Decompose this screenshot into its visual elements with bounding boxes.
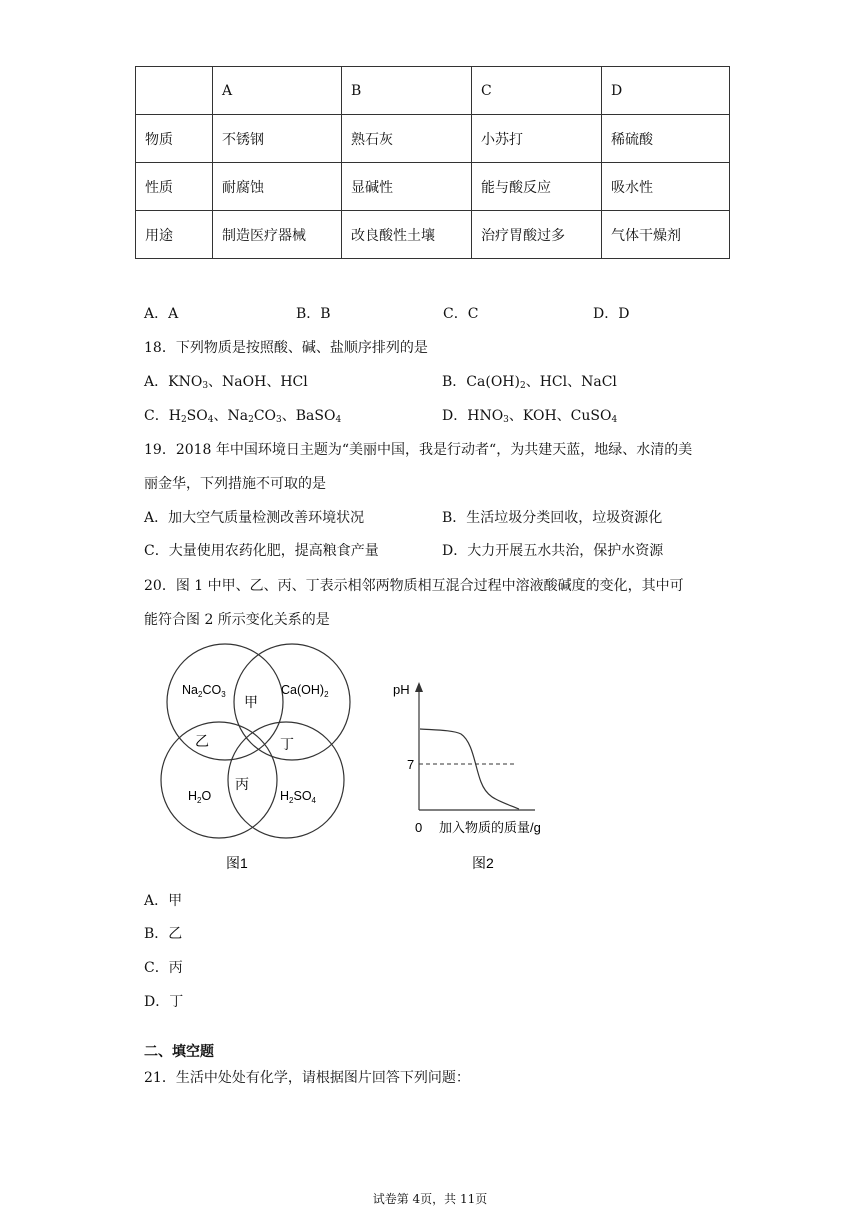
figure1-circles bbox=[140, 640, 360, 880]
table-cell: 显碱性 bbox=[342, 163, 472, 211]
section-heading: 二、填空题 bbox=[144, 1044, 214, 1060]
formula-text: 、NaOH、HCl bbox=[208, 374, 308, 390]
q19-option-b: B．生活垃圾分类回收，垃圾资源化 bbox=[442, 510, 663, 526]
formula-subscript: 2 bbox=[180, 415, 187, 425]
y-axis-arrow-icon bbox=[415, 682, 423, 692]
formula-subscript: 4 bbox=[335, 415, 342, 425]
table-row bbox=[136, 115, 730, 163]
q20-option-c: C．丙 bbox=[144, 960, 183, 976]
table-row bbox=[136, 211, 730, 259]
formula-text: SO bbox=[186, 408, 208, 424]
circle-h2o bbox=[161, 722, 277, 838]
label-h2so4: $H_2SO_4$ bbox=[280, 789, 316, 805]
q19-stem-line2: 丽金华，下列措施不可取的是 bbox=[144, 476, 326, 492]
table-cell: 熟石灰 bbox=[342, 115, 472, 163]
table-cell: 稀硫酸 bbox=[602, 115, 730, 163]
formula-text: H bbox=[168, 408, 181, 424]
region-jia: 甲 bbox=[244, 694, 258, 710]
formula-text: KNO bbox=[168, 374, 203, 390]
q19-option-d: D．大力开展五水共治，保护水资源 bbox=[442, 543, 664, 559]
table-cell: 小苏打 bbox=[472, 115, 602, 163]
option-label: D． bbox=[442, 408, 468, 424]
table-cell: B bbox=[342, 67, 472, 115]
q19-stem-line1: 19．2018 年中国环境日主题为“美丽中国，我是行动者“，为共建天蓝，地绿、水清的美 bbox=[144, 442, 693, 458]
formula-text: CO bbox=[253, 408, 277, 424]
q17-option-c: C．C bbox=[443, 306, 479, 322]
table-cell: 不锈钢 bbox=[213, 115, 342, 163]
formula-text: Ca(OH) bbox=[466, 374, 520, 390]
q18-option-c bbox=[144, 405, 341, 425]
q17-option-b: B．B bbox=[296, 306, 331, 322]
region-yi: 乙 bbox=[195, 733, 209, 749]
table-cell: 物质 bbox=[136, 115, 213, 163]
q20-option-b: B．乙 bbox=[144, 926, 183, 942]
formula-subscript: 3 bbox=[276, 415, 282, 425]
q18-option-d bbox=[442, 405, 617, 425]
table-cell bbox=[136, 67, 213, 115]
formula-subscript: 4 bbox=[207, 415, 214, 425]
formula-subscript: 2 bbox=[248, 415, 254, 425]
formula-subscript: 2 bbox=[519, 381, 526, 391]
q18-option-b bbox=[442, 371, 617, 391]
table-cell: 气体干燥剂 bbox=[602, 211, 730, 259]
property-table bbox=[135, 66, 730, 259]
formula-subscript: 3 bbox=[202, 381, 209, 391]
table-cell: 吸水性 bbox=[602, 163, 730, 211]
table-cell: 改良酸性土壤 bbox=[342, 211, 472, 259]
option-label: C． bbox=[144, 408, 169, 424]
q20-option-d: D．丁 bbox=[144, 994, 184, 1010]
q17-option-d: D．D bbox=[593, 306, 630, 322]
table-cell: 能与酸反应 bbox=[472, 163, 602, 211]
q20-stem-line1: 20．图 1 中甲、乙、丙、丁表示相邻两物质相互混合过程中溶液酸碱度的变化，其中可 bbox=[144, 578, 684, 594]
table-cell: C bbox=[472, 67, 602, 115]
table-cell: A bbox=[213, 67, 342, 115]
y-tick-7: 7 bbox=[407, 757, 415, 772]
y-axis-label: pH bbox=[393, 682, 410, 697]
table-cell: D bbox=[602, 67, 730, 115]
q18-stem: 18．下列物质是按照酸、碱、盐顺序排列的是 bbox=[144, 340, 428, 356]
q19-option-a: A．加大空气质量检测改善环境状况 bbox=[144, 510, 365, 526]
q19-option-c: C．大量使用农药化肥，提高粮食产量 bbox=[144, 543, 379, 559]
figure1-caption: 图1 bbox=[226, 855, 248, 871]
label-na2co3: $Na_2CO_3$ bbox=[182, 683, 226, 699]
formula-subscript: 3 bbox=[503, 415, 509, 425]
table-cell: 用途 bbox=[136, 211, 213, 259]
formula-text: 、BaSO bbox=[281, 408, 336, 424]
formula-text: 、KOH、CuSO bbox=[508, 408, 612, 424]
q20-stem-line2: 能符合图 2 所示变化关系的是 bbox=[144, 612, 330, 628]
figure2-ph-chart bbox=[385, 672, 585, 877]
ph-curve bbox=[420, 729, 519, 809]
table-cell: 制造医疗器械 bbox=[213, 211, 342, 259]
q20-option-a: A．甲 bbox=[144, 893, 183, 909]
region-ding: 丁 bbox=[280, 736, 294, 752]
region-bing: 丙 bbox=[235, 776, 249, 792]
table-cell: 治疗胃酸过多 bbox=[472, 211, 602, 259]
option-label: A． bbox=[144, 374, 169, 390]
option-label: B． bbox=[442, 374, 467, 390]
origin-label: 0 bbox=[415, 820, 423, 835]
formula-text: 、Na bbox=[213, 408, 249, 424]
x-axis-label: 加入物质的质量/g bbox=[439, 820, 541, 835]
label-caoh2: $Ca(OH)_2$ bbox=[281, 683, 329, 699]
formula-subscript: 4 bbox=[611, 415, 618, 425]
page-footer: 试卷第 4页，共 11页 bbox=[372, 1192, 488, 1206]
label-h2o: $H_2O$ bbox=[188, 789, 212, 805]
formula-text: 、HCl、NaCl bbox=[525, 374, 617, 390]
q21-stem: 21．生活中处处有化学，请根据图片回答下列问题： bbox=[144, 1070, 470, 1086]
table-header-row bbox=[136, 67, 730, 115]
formula-text: HNO bbox=[467, 408, 504, 424]
table-row bbox=[136, 163, 730, 211]
q18-option-a bbox=[144, 371, 308, 391]
circle-na2co3 bbox=[167, 644, 283, 760]
figure2-caption: 图2 bbox=[472, 855, 494, 871]
table-cell: 耐腐蚀 bbox=[213, 163, 342, 211]
table-cell: 性质 bbox=[136, 163, 213, 211]
q17-option-a: A．A bbox=[144, 306, 179, 322]
